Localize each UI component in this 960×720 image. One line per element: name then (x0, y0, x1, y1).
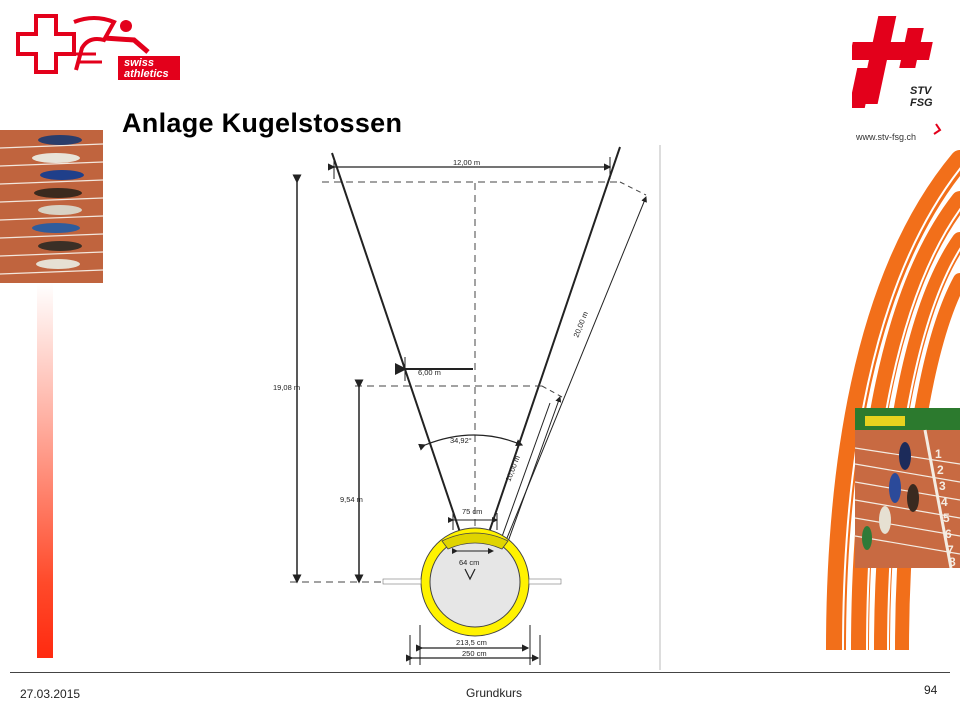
logo-text-athletics: athletics (124, 68, 169, 80)
footer-divider (10, 672, 950, 673)
label-radius-outer: 20,00 m (571, 310, 591, 339)
lane-number-3: 3 (939, 479, 946, 493)
logo-text-stv: STV (910, 85, 932, 97)
lane-number-8: 8 (949, 555, 956, 568)
lane-number-2: 2 (937, 463, 944, 477)
footer-date: 27.03.2015 (20, 687, 81, 701)
footer-page-number: 94 (924, 683, 938, 697)
label-toe-inner: 64 cm (459, 558, 480, 567)
footer-course-name: Grundkurs (466, 686, 523, 700)
decorative-track-curve (820, 150, 960, 650)
shot-put-sector-diagram (270, 145, 662, 670)
label-length-half: 9,54 m (340, 495, 363, 504)
lane-number-6: 6 (945, 527, 952, 541)
decorative-red-bar (37, 283, 53, 658)
sector-line-left (332, 153, 467, 553)
label-width-mid: 6,00 m (418, 368, 441, 377)
label-circle-outer: 250 cm (462, 649, 487, 658)
label-length-total: 19,08 m (273, 383, 301, 392)
logo-text-fsg: FSG (910, 97, 933, 109)
logo-url: www.stv-fsg.ch (856, 132, 917, 142)
lane-number-7: 7 (947, 543, 954, 557)
label-circle-inner: 213,5 cm (456, 638, 487, 647)
lane-number-5: 5 (943, 511, 950, 525)
lane-number-4: 4 (941, 495, 948, 509)
sprinters-start-photo (0, 130, 103, 283)
slide-title: Anlage Kugelstossen (122, 108, 403, 138)
stv-fsg-logo (852, 8, 948, 148)
sector-line-right (482, 147, 620, 553)
lane-number-1: 1 (935, 447, 942, 461)
swiss-athletics-logo (14, 12, 184, 87)
label-width-top: 12,00 m (453, 158, 481, 167)
finish-line-photo (855, 408, 960, 568)
label-toe-outer: 75 cm (462, 507, 483, 516)
label-angle: 34,92° (450, 436, 472, 445)
logo-text-swiss: swiss (124, 57, 154, 69)
label-radius-inner: 10,00 m (503, 454, 523, 483)
